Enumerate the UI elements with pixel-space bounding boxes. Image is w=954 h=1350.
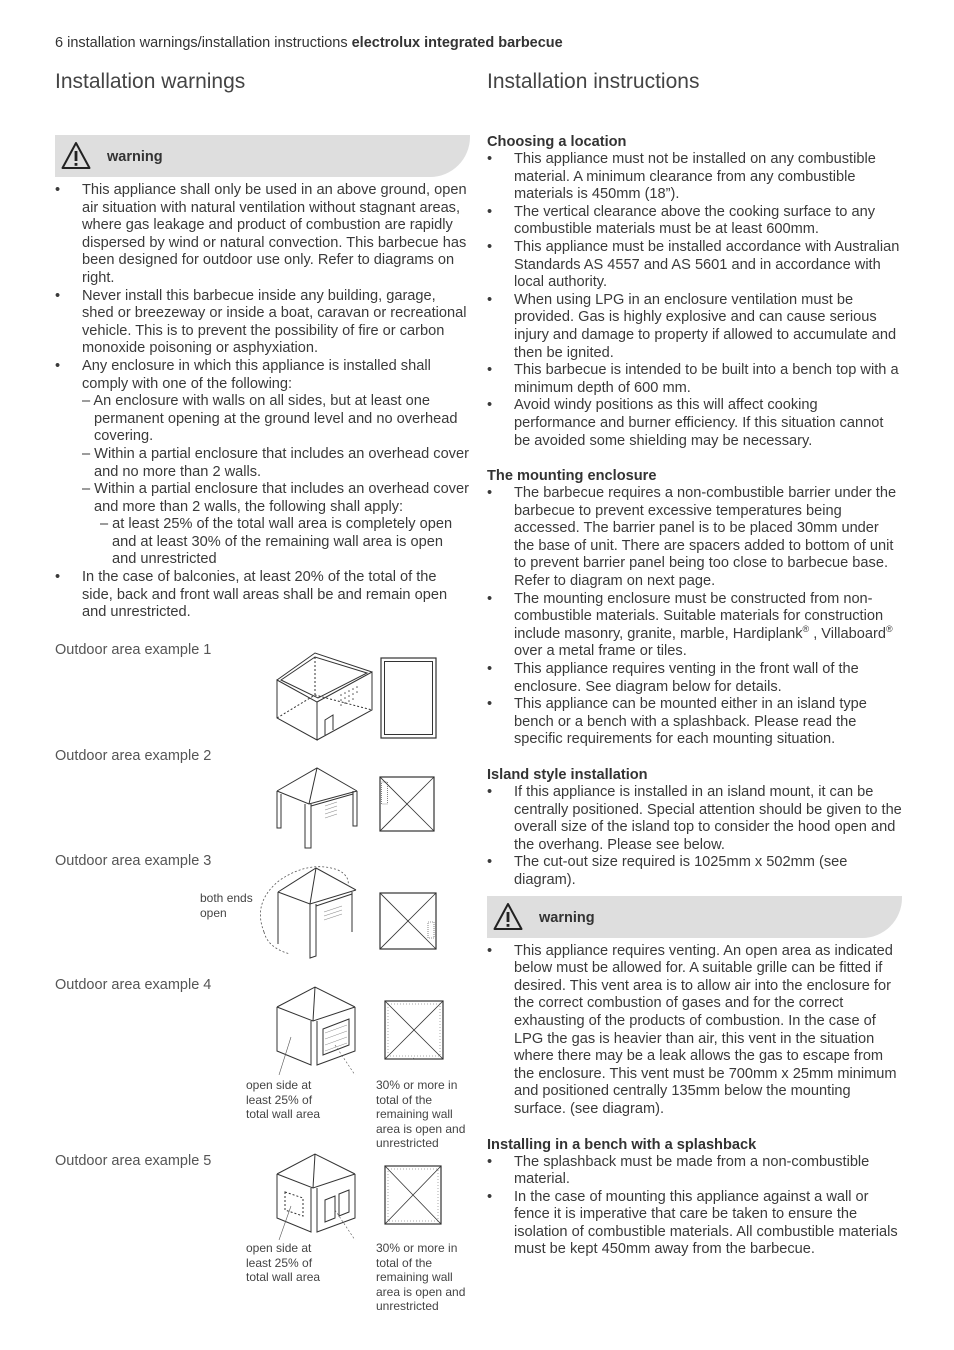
- list-item: • When using LPG in an enclosure ventilation must be provided. Gas is highly explosive and can cause serious injury and damage to property if allowed to accumulate and then be ignited.: [487, 292, 902, 362]
- island-heading: Island style installation: [487, 767, 648, 783]
- example-3-plan-diagram: [379, 892, 437, 950]
- example-1-plan-diagram: [380, 657, 437, 739]
- warnings-list: [55, 182, 470, 622]
- list-item: • This appliance requires venting in the front wall of the enclosure. See diagram below for details.: [487, 661, 902, 696]
- list-item: • This appliance can be mounted either in an island type bench or a bench with a splashback. Please read the specific requirements for each mounting situation.: [487, 696, 902, 749]
- list-item: • This barbecue is intended to be built into a bench top with a minimum depth of 600 mm.: [487, 362, 902, 397]
- page-header: [55, 35, 563, 51]
- warning-bar: [55, 135, 470, 177]
- island-list: [487, 784, 902, 890]
- example-5-label: Outdoor area example 5: [55, 1153, 212, 1169]
- both-ends-callout: both ends open: [200, 891, 253, 920]
- installation-warnings-title: Installation warnings: [55, 70, 246, 93]
- mounting-enclosure-heading: The mounting enclosure: [487, 468, 657, 485]
- example-2-plan-diagram: [379, 776, 435, 832]
- instructions-column: [487, 133, 902, 1259]
- registered-mark: ®: [802, 623, 810, 634]
- list-item: • In the case of balconies, at least 20% of the total of the side, back and front wall areas shall be and remain open and unrestricted.: [55, 569, 470, 622]
- choosing-location-heading: Choosing a location: [487, 134, 627, 150]
- example-4-enclosure-diagram: [275, 985, 357, 1075]
- list-item: [55, 358, 470, 569]
- example-5-plan-diagram: [384, 1165, 442, 1225]
- list-item: • The splashback must be made from a non-combustible material.: [487, 1154, 902, 1189]
- example-3-label: Outdoor area example 3: [55, 853, 212, 869]
- warning-triangle-icon: [493, 902, 523, 932]
- thirty-percent-callout: 30% or more in total of the remaining wall area is open and unrestricted: [376, 1078, 466, 1150]
- list-item: • The barbecue requires a non-combustible barrier under the barbecue to prevent excessive temperatures being accessed. The barrier panel is to be placed 30mm under the base of unit. There are spacers added to bottom of unit to prevent barrier panel being too close to barbecue base. Refer to diagram on next page.: [487, 485, 902, 591]
- warning-label: warning: [539, 909, 595, 926]
- example-1-label: Outdoor area example 1: [55, 642, 212, 658]
- venting-list: [487, 943, 902, 1119]
- example-2-label: Outdoor area example 2: [55, 748, 212, 764]
- list-item: • The cut-out size required is 1025mm x 502mm (see diagram).: [487, 854, 902, 889]
- list-item: • Never install this barbecue inside any building, garage, shed or breezeway or inside a boat, caravan or recreational vehicle. This is to prevent the possibility of fire or carbon monoxide poisoning or asphyxiation.: [55, 288, 470, 358]
- list-item: • This appliance must be installed accordance with Australian Standards AS 4557 and AS 5601 and in accordance with local authority.: [487, 239, 902, 292]
- list-item: • In the case of mounting this appliance against a wall or fence it is imperative that care be taken to ensure the isolation of combustible materials. All combustible materials must be kept 450mm away from the barbecue.: [487, 1189, 902, 1259]
- warning-bar: [487, 896, 902, 938]
- location-list: [487, 151, 902, 450]
- installation-instructions-title: Installation instructions: [487, 70, 700, 93]
- example-1-enclosure-diagram: [275, 650, 375, 742]
- text: , Villaboard: [809, 625, 886, 642]
- list-item: • The vertical clearance above the cooking surface to any combustible materials must be at least 600mm.: [487, 204, 902, 239]
- list-item: • This appliance requires venting. An open area as indicated below must be allowed for. A suitable grille can be fitted if desired. This vent area is to allow air into the enclosure for the correct combustion of gases and for the correct exhausting of the products of combustion. In the case of LPG the gas is heavier than air, this vent in the situation where there may be a leak allows the gas to escape from the enclosure. This vent must be 700mm x 25mm minimum and positioned centrally 135mm below the mounting surface. (see diagram).: [487, 943, 902, 1119]
- splashback-heading: Installing in a bench with a splashback: [487, 1136, 757, 1153]
- text: over a metal frame or tiles.: [514, 643, 687, 660]
- open-side-callout: open side at least 25% of total wall area: [246, 1078, 321, 1121]
- list-item: [487, 591, 902, 661]
- warnings-column: [55, 135, 470, 622]
- sub-item: – An enclosure with walls on all sides, but at least one permanent opening at the ground level and no overhead covering.: [82, 393, 458, 445]
- example-3-open-ends-diagram: [250, 862, 360, 960]
- list-item: • This appliance shall only be used in an above ground, open air situation with natural ventilation without stagnant areas, where gas leakage and product of combustion are rapidly dispersed by wind or natural convection. This barbecue has been designed for outdoor use only. Refer to diagrams on right.: [55, 182, 470, 288]
- splashback-list: [487, 1154, 902, 1260]
- example-4-plan-diagram: [384, 1000, 444, 1060]
- sub-item: – Within a partial enclosure that includes an overhead cover and no more than 2 walls.: [82, 445, 469, 480]
- list-item: • If this appliance is installed in an island mount, it can be centrally positioned. Special attention should be given to the overall size of the island top to consider the hood open and the overhang. Please see below.: [487, 784, 902, 854]
- list-item-text: • Any enclosure in which this appliance is installed shall comply with one of the following:: [82, 357, 431, 392]
- list-item: • Avoid windy positions as this will affect cooking performance and burner efficiency. If this situation cannot be avoided some shielding may be necessary.: [487, 397, 902, 450]
- registered-mark: ®: [885, 623, 893, 634]
- sub-item: – Within a partial enclosure that includes an overhead cover and more than 2 walls, the following shall apply:: [82, 481, 469, 515]
- warning-triangle-icon: [61, 141, 91, 171]
- example-5-enclosure-diagram: [275, 1152, 357, 1240]
- open-side-callout-2: open side at least 25% of total wall area: [246, 1241, 321, 1284]
- thirty-percent-callout-2: 30% or more in total of the remaining wall area is open and unrestricted: [376, 1241, 466, 1313]
- warning-label: warning: [107, 149, 163, 165]
- sub-sub-item: – at least 25% of the total wall area is completely open and at least 30% of the remaining wall area is open and unrestricted: [100, 516, 453, 568]
- header-product: electrolux integrated barbecue: [351, 35, 563, 51]
- example-4-label: Outdoor area example 4: [55, 977, 212, 993]
- list-item: • This appliance must not be installed on any combustible material. A minimum clearance from any combustible materials is 450mm (18”).: [487, 151, 902, 204]
- header-prefix: 6 installation warnings/installation instructions: [55, 35, 348, 51]
- text: The mounting enclosure must be constructed from non-combustible materials. Suitable materials for construction include masonry, granite, marble, Hardiplank: [514, 590, 884, 642]
- example-2-pergola-diagram: [275, 766, 360, 850]
- mounting-list: [487, 485, 902, 749]
